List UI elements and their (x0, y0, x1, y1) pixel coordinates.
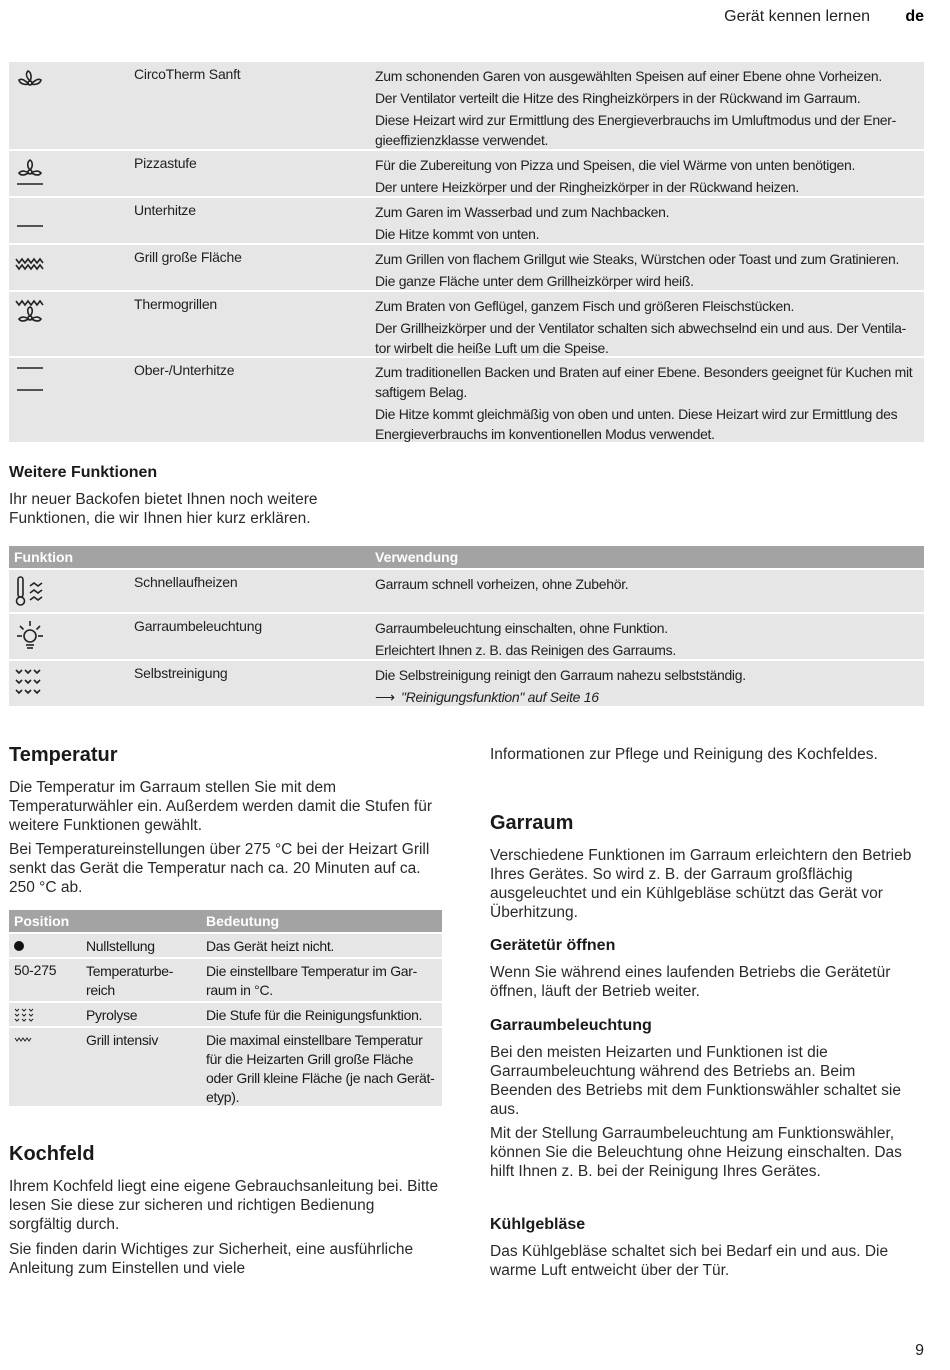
function-name: Schnellaufheizen (134, 574, 238, 590)
mode-name: Thermogrillen (134, 296, 217, 312)
door-open-paragraph: Wenn Sie während eines laufenden Betriebs die Gerätetür öffnen, läuft der Betrieb weiter. (490, 964, 891, 1000)
position-meaning: Die maximal einstellbare Temperatur für die Heizarten Grill große Fläche oder Grill kleine Fläche (je nach Gerät-etyp). (206, 1032, 435, 1105)
mode-description: Zum Braten von Geflügel, ganzem Fisch und größeren Fleischstücken. Der Grillheizkörper und der Ventilator schalten sich abwechselnd ein und aus. Der Ventila-tor wirbelt die heiße Luft um die Speise. (375, 298, 906, 356)
header-section-title: Gerät kennen lernen (724, 8, 870, 25)
position-meaning: Das Gerät heizt nicht. (206, 938, 335, 954)
column-header-usage: Verwendung (375, 549, 459, 565)
pizza-setting-icon (13, 155, 47, 189)
grill-large-area-icon (13, 249, 47, 283)
mode-description: Zum Garen im Wasserbad und zum Nachbacken. Die Hitze kommt von unten. (375, 204, 670, 242)
bottom-heat-icon (13, 202, 47, 236)
position-label: Grill intensiv (86, 1032, 159, 1048)
mode-name: Ober-/Unterhitze (134, 362, 235, 378)
table-row (9, 151, 924, 198)
table-row (9, 614, 924, 661)
column-header-meaning: Bedeutung (206, 913, 280, 929)
table-row (9, 661, 924, 708)
column-header-function: Funktion (14, 549, 74, 565)
oven-cavity-heading: Garraum (490, 812, 574, 834)
more-functions-heading: Weitere Funktionen (9, 464, 158, 481)
arrow-right-icon: ⟶ (375, 689, 395, 705)
mode-description: Zum schonenden Garen von ausgewählten Speisen auf einer Ebene ohne Vorheizen. Der Ventilator verteilt die Hitze des Ringheizkörpers in der Rückwand im Garraum. Diese Heizart wird zur Ermittlung des Energieverbrauchs im Umluftmodus und der Ener-gieeffizienzklasse verwendet. (375, 68, 897, 148)
cooling-fan-paragraph: Das Kühlgebläse schaltet sich bei Bedarf ein und aus. Die warme Luft entweicht über der Tür. (490, 1243, 889, 1279)
cooktop-paragraph-2: Sie finden darin Wichtiges zur Sicherheit, eine ausführliche Anleitung zum Einstellen und viele (9, 1241, 414, 1277)
table-row (9, 358, 924, 444)
table-header (9, 546, 924, 570)
function-description: Garraumbeleuchtung einschalten, ohne Funktion. Erleichtert Ihnen z. B. das Reinigen des Garraums. (375, 620, 676, 658)
function-name: Selbstreinigung (134, 665, 228, 681)
mode-name: Pizzastufe (134, 155, 197, 171)
position-label: Pyrolyse (86, 1007, 138, 1023)
position-label: Temperaturbe-reich (86, 963, 174, 998)
function-description: Die Selbstreinigung reinigt den Garraum nahezu selbstständig. ⟶ "Reinigungsfunktion" auf Seite 16 (375, 667, 746, 705)
temperature-paragraph-2: Bei Temperatureinstellungen über 275 °C bei der Heizart Grill senkt das Gerät die Temperatur nach ca. 20 Minuten auf ca. 250 °C ab. (9, 841, 430, 896)
oven-light-icon (13, 618, 47, 652)
table-row (9, 1003, 442, 1028)
cooktop-paragraph-1: Ihrem Kochfeld liegt eine eigene Gebrauchsanleitung bei. Bitte lesen Sie diese zur sicheren und richtigen Bedienung sorgfältig durch. (9, 1178, 439, 1233)
oven-light-paragraph-2: Mit der Stellung Garraumbeleuchtung am Funktionswähler, können Sie die Beleuchtung ohne Heizung einschalten. Das hilft Ihnen z. B. bei der Reinigung Ihres Gerätes. (490, 1125, 902, 1180)
heating-modes-table (9, 62, 924, 444)
cooling-fan-heading: Kühlgebläse (490, 1216, 586, 1233)
dot-icon (14, 937, 24, 954)
door-open-heading: Gerätetür öffnen (490, 937, 616, 954)
table-row (9, 934, 442, 959)
function-description: Garraum schnell vorheizen, ohne Zubehör. (375, 576, 629, 592)
mode-description: Für die Zubereitung von Pizza und Speisen, die viel Wärme von unten benötigen. Der untere Heizkörper und der Ringheizkörper in der Rückwand heizen. (375, 157, 856, 195)
table-row (9, 292, 924, 358)
mode-description: Zum traditionellen Backen und Braten auf einer Ebene. Besonders geeignet für Kuchen mit saftigem Belag. Die Hitze kommt gleichmäßig von oben und unten. Diese Heizart wird zur Ermittlung des Energieverbrauchs im konventionellen Modus verwendet. (375, 364, 913, 442)
mode-name: Unterhitze (134, 202, 196, 218)
more-functions-intro: Ihr neuer Backofen bietet Ihnen noch weitere Funktionen, die wir Ihnen hier kurz erklären. (9, 491, 318, 527)
position-value: 50-275 (14, 962, 57, 978)
mode-name: Grill große Fläche (134, 249, 242, 265)
mode-description: Zum Grillen von flachem Grillgut wie Steaks, Würstchen oder Toast und zum Gratinieren. Die ganze Fläche unter dem Grillheizkörper wird heiß. (375, 251, 900, 289)
thermo-grill-icon (13, 296, 47, 330)
table-row (9, 245, 924, 292)
rapid-heat-icon (13, 574, 47, 608)
table-row (9, 570, 924, 614)
oven-cavity-paragraph: Verschiedene Funktionen im Garraum erleichtern den Betrieb Ihres Gerätes. So wird z. B. der Garraum großflächig ausgeleuchtet und ein Kühlgebläse schützt das Gerät vor Überhitzung. (490, 847, 912, 921)
header-language: de (905, 8, 924, 25)
circotherm-gentle-icon (13, 66, 47, 100)
position-label: Nullstellung (86, 938, 155, 954)
table-row (9, 198, 924, 245)
position-table (9, 910, 442, 1108)
cooktop-paragraph-3: Informationen zur Pflege und Reinigung des Kochfeldes. (490, 746, 878, 763)
temperature-heading: Temperatur (9, 744, 118, 766)
oven-light-paragraph-1: Bei den meisten Heizarten und Funktionen ist die Garraumbeleuchtung während des Betriebs an. Beim Beenden des Betriebs mit dem Funktionswähler schaltet sie aus. (490, 1044, 901, 1118)
mode-name: CircoTherm Sanft (134, 66, 241, 82)
column-header-position: Position (14, 913, 70, 929)
self-cleaning-icon (13, 665, 47, 699)
temperature-paragraph-1: Die Temperatur im Garraum stellen Sie mit dem Temperaturwähler ein. Außerdem werden damit die Stufen für weitere Funktionen gewählt. (9, 779, 433, 834)
table-row (9, 959, 442, 1003)
table-row (9, 62, 924, 151)
position-meaning: Die Stufe für die Reinigungsfunktion. (206, 1007, 423, 1023)
oven-light-heading: Garraumbeleuchtung (490, 1017, 652, 1034)
page-number: 9 (915, 1342, 924, 1359)
cross-reference-link[interactable]: "Reinigungsfunktion" auf Seite 16 (401, 689, 599, 705)
page-header (0, 8, 950, 28)
function-name: Garraumbeleuchtung (134, 618, 262, 634)
cooktop-heading: Kochfeld (9, 1143, 95, 1165)
functions-table (9, 546, 924, 708)
grill-intensive-icon (14, 1031, 34, 1047)
position-meaning: Die einstellbare Temperatur im Gar-raum in °C. (206, 963, 417, 998)
top-bottom-heat-icon (13, 362, 47, 396)
pyrolysis-icon (14, 1006, 34, 1025)
table-row (9, 1028, 442, 1108)
table-header (9, 910, 442, 934)
